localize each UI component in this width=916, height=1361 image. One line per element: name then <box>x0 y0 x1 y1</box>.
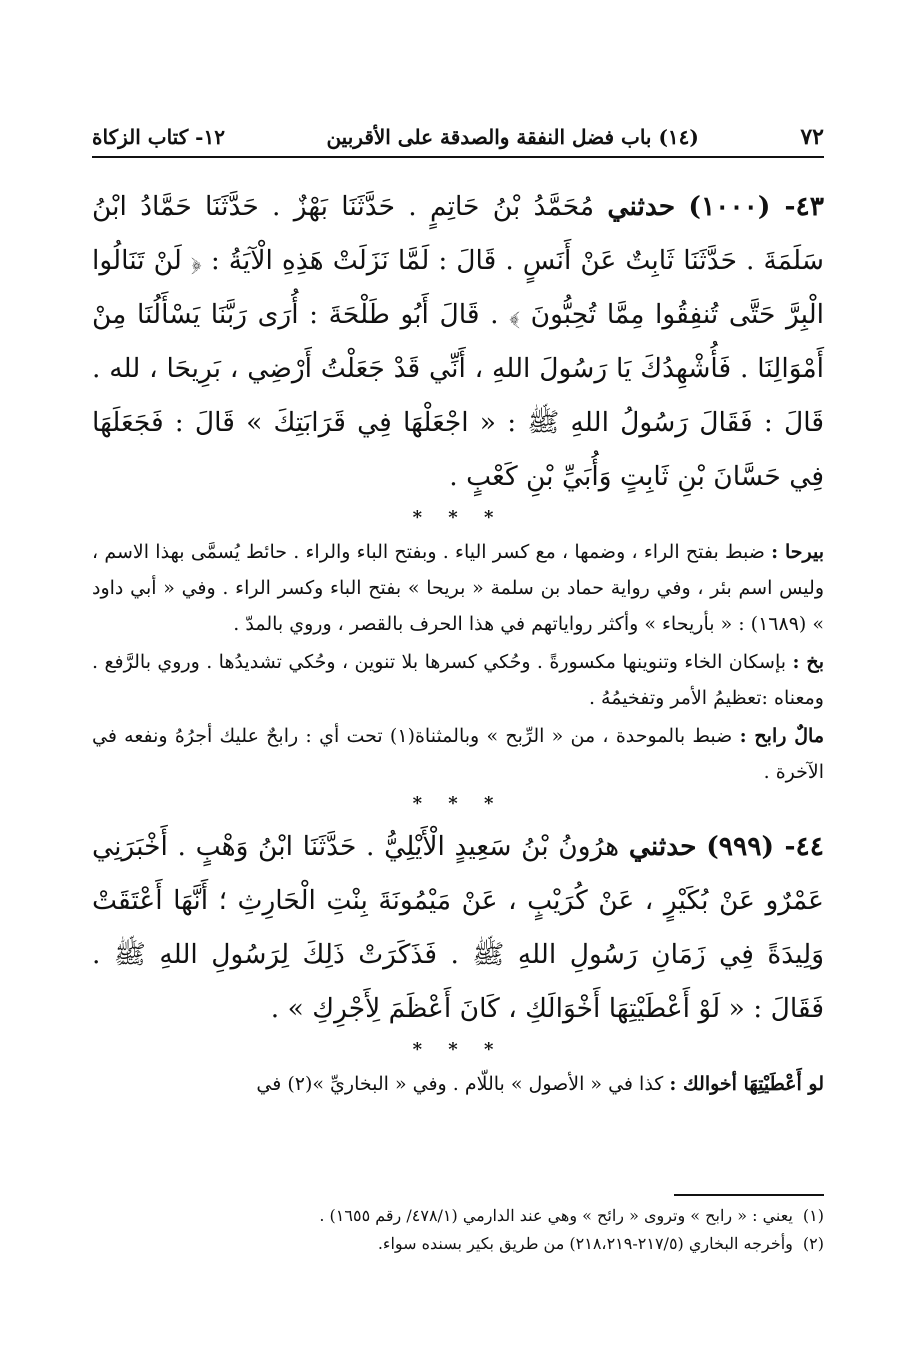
hadith-number: ٤٤- (٩٩٩) <box>706 831 824 862</box>
note-bayruha <box>92 534 824 642</box>
footnote-text: وأخرجه البخاري (٢١٧/٥-٢١٨،٢١٩) من طريق بكير بسنده سواء. <box>377 1234 793 1253</box>
footnote-2 <box>92 1230 824 1258</box>
footnote-number: (١) <box>802 1206 824 1225</box>
hadith-lead: حدثني <box>628 831 697 862</box>
section-separator: * * * <box>412 507 504 528</box>
hadith-text: هرُونُ بْنُ سَعِيدٍ الْأَيْلِيُّ . حَدَّثَنَا ابْنُ وَهْبٍ . أَخْبَرَنِي عَمْرٌو عَنْ بُكَيْرٍ ، عَنْ كُرَيْبٍ ، عَنْ مَيْمُونَةَ بِنْتِ الْحَارِثِ ؛ أَنَّهَا أَعْتَقَتْ وَلِيدَةً فِي زَمَانِ رَسُولِ اللهِ ﷺ . فَذَكَرَتْ ذَلِكَ لِرَسُولِ اللهِ ﷺ . فَقَالَ : « لَوْ أَعْطَيْتِهَا أَخْوَالَكِ ، كَانَ أَعْظَمَ لِأَجْرِكِ » . <box>92 831 824 1024</box>
page-body <box>92 124 824 1104</box>
note-text: ضبط بفتح الراء ، وضمها ، مع كسر الياء . وبفتح الباء والراء . حائط يُسمَّى بهذا الاسم ، وليس اسم بئر ، وفي رواية حماد بن سلمة « بريحا » بفتح الباء وكسر الراء . وفي « أبي داود » (١٦٨٩) : « بأريحاء » وأكثر رواياتهم في هذا الحرف بالقصر ، وروي بالمدّ . <box>92 541 824 635</box>
book-title: ١٢- كتاب الزكاة <box>92 125 225 149</box>
footnote-1 <box>92 1202 824 1230</box>
note-bakh <box>92 644 824 716</box>
note-term: بيرحا : <box>771 541 824 563</box>
section-separator: * * * <box>412 1039 504 1060</box>
note-akhwalik <box>92 1066 824 1102</box>
note-term: مالٌ رابح : <box>739 725 824 747</box>
hadith-43 <box>92 180 824 504</box>
note-text: كذا في « الأصول » باللّام . وفي « البخاريِّ »(٢) في <box>256 1073 670 1095</box>
note-term: لو أَعْطَيْتِهَا أخوالك : <box>669 1073 824 1095</box>
chapter-title: (١٤) باب فضل النفقة والصدقة على الأقربين <box>326 125 699 149</box>
hadith-text: مُحَمَّدُ بْنُ حَاتِمٍ . حَدَّثَنَا بَهْزٌ . حَدَّثَنَا حَمَّادُ ابْنُ سَلَمَةَ . حَدَّثَنَا ثَابِتٌ عَنْ أَنَسٍ . قَالَ : لَمَّا نَزَلَتْ هَذِهِ الْآيَةُ : ﴿ لَنْ تَنَالُوا الْبِرَّ حَتَّى تُنفِقُوا مِمَّا تُحِبُّونَ ﴾ . قَالَ أَبُو طَلْحَةَ : أُرَى رَبَّنَا يَسْأَلُنَا مِنْ أَمْوَالِنَا . فَأُشْهِدُكَ يَا رَسُولَ اللهِ ، أَنِّي قَدْ جَعَلْتُ أَرْضِي ، بَرِيحَا ، لله . قَالَ : فَقَالَ رَسُولُ اللهِ ﷺ : « اجْعَلْهَا فِي قَرَابَتِكَ » قَالَ : فَجَعَلَهَا فِي حَسَّانَ بْنِ ثَابِتٍ وَأُبَيِّ بْنِ كَعْبٍ . <box>92 191 824 492</box>
note-text: بإسكان الخاء وتنوينها مكسورةً . وحُكي كسرها بلا تنوين ، وحُكي تشديدُها . وروي بالرَّفع . ومعناه :تعظيمُ الأمر وتفخيمُهُ . <box>92 651 824 709</box>
running-header <box>92 124 824 158</box>
note-term: بخ : <box>792 651 824 673</box>
note-mal-rabih <box>92 718 824 790</box>
footnote-text: يعني : « رابح » وتروى « رائح » وهي عند الدارمي (٤٧٨/١/ رقم ١٦٥٥) . <box>319 1206 793 1225</box>
hadith-lead: حدثني <box>607 191 676 222</box>
hadith-number: ٤٣- (١٠٠٠) <box>688 191 824 222</box>
footnote-rule <box>674 1194 824 1196</box>
footnote-number: (٢) <box>802 1234 824 1253</box>
hadith-44 <box>92 820 824 1036</box>
page-number: ٧٢ <box>800 124 824 150</box>
section-separator: * * * <box>412 793 504 814</box>
footnotes <box>92 1194 824 1258</box>
note-text: ضبط بالموحدة ، من « الرِّبح » وبالمثناة(١) تحت أي : رابحٌ عليك أجرُهُ ونفعه في الآخرة . <box>92 725 824 783</box>
